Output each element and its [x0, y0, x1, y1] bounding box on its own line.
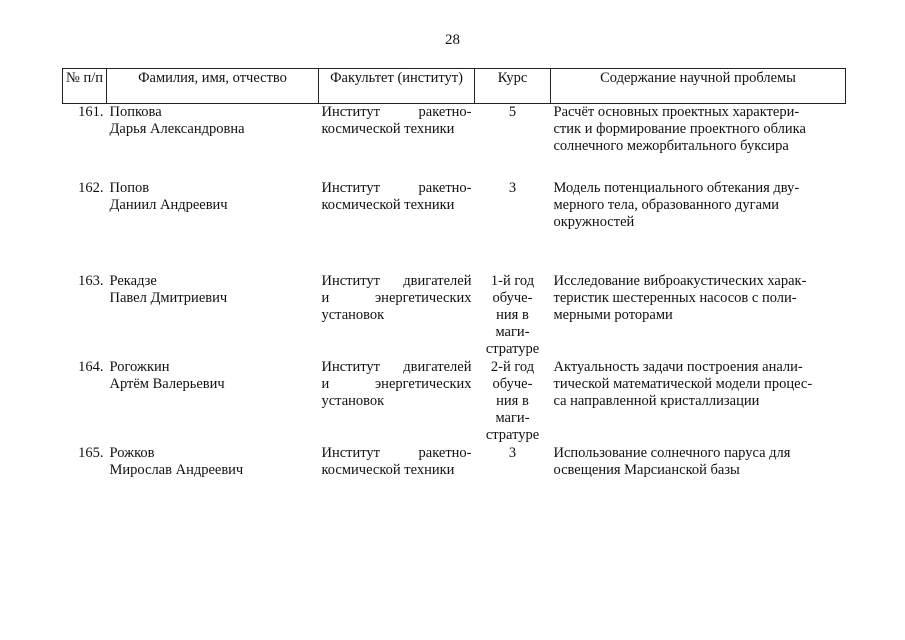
table-row — [63, 445, 846, 485]
header-name: Фамилия, имя, отчество — [107, 69, 319, 104]
student-name — [107, 104, 319, 181]
research-topic — [551, 180, 846, 273]
course-line: маги- — [495, 410, 530, 426]
topic-line: Расчёт основных проектных характери- — [553, 104, 800, 120]
course-line: стратуре — [485, 427, 540, 443]
course-line: обуче- — [492, 290, 533, 306]
surname: Рогожкин — [109, 359, 170, 375]
course-line: 2-й год — [490, 359, 535, 375]
topic-line: мерными роторами — [553, 307, 673, 323]
student-name — [107, 273, 319, 359]
course — [475, 273, 551, 359]
surname: Попкова — [109, 104, 162, 120]
table-row — [63, 104, 846, 181]
faculty — [319, 273, 475, 359]
topic-line: са направленной кристаллизации — [553, 393, 760, 409]
row-number: 162. — [78, 180, 104, 196]
students-table — [62, 68, 846, 485]
course — [475, 359, 551, 445]
course-line: 3 — [508, 445, 517, 461]
given-names: Даниил Андреевич — [109, 197, 228, 213]
header-course: Курс — [475, 69, 551, 104]
topic-line: мерного тела, образованного дугами — [553, 197, 780, 213]
topic-line: Актуальность задачи построения анали- — [553, 359, 803, 375]
page-number: 28 — [445, 32, 460, 48]
header-num: № п/п — [63, 69, 107, 104]
course — [475, 104, 551, 181]
table-row — [63, 359, 846, 445]
faculty-line: космической техники — [321, 121, 455, 137]
given-names: Мирослав Андреевич — [109, 462, 244, 478]
course — [475, 180, 551, 273]
faculty — [319, 180, 475, 273]
faculty — [319, 359, 475, 445]
topic-line: солнечного межорбитального буксира — [553, 138, 789, 154]
research-topic — [551, 445, 846, 485]
faculty-line: и энергетических — [321, 376, 472, 392]
table-row — [63, 180, 846, 273]
course-line: стратуре — [485, 341, 540, 357]
row-number: 164. — [78, 359, 104, 375]
row-number: 161. — [78, 104, 104, 120]
course-line: ния в — [496, 393, 529, 409]
faculty — [319, 104, 475, 181]
table-header-row — [63, 69, 846, 104]
course-line: маги- — [495, 324, 530, 340]
course-line: ния в — [496, 307, 529, 323]
row-number: 165. — [78, 445, 104, 461]
faculty-line: установок — [321, 393, 385, 409]
student-name — [107, 180, 319, 273]
faculty-line: Институт ракетно- — [321, 104, 472, 120]
surname: Рекадзе — [109, 273, 157, 289]
student-name — [107, 359, 319, 445]
given-names: Павел Дмитриевич — [109, 290, 228, 306]
faculty-line: и энергетических — [321, 290, 472, 306]
given-names: Артём Валерьевич — [109, 376, 225, 392]
faculty-line: космической техники — [321, 462, 455, 478]
course-line: обуче- — [492, 376, 533, 392]
topic-line: Использование солнечного паруса для — [553, 445, 791, 461]
research-topic — [551, 359, 846, 445]
course-line: 1-й год — [490, 273, 535, 289]
topic-line: стик и формирование проектного облика — [553, 121, 806, 137]
topic-line: теристик шестеренных насосов с поли- — [553, 290, 797, 306]
topic-line: окружностей — [553, 214, 635, 230]
table-row — [63, 273, 846, 359]
topic-line: Исследование виброакустических харак- — [553, 273, 807, 289]
faculty — [319, 445, 475, 485]
research-topic — [551, 273, 846, 359]
research-topic — [551, 104, 846, 181]
topic-line: освещения Марсианской базы — [553, 462, 740, 478]
surname: Рожков — [109, 445, 155, 461]
faculty-line: Институт ракетно- — [321, 180, 472, 196]
course — [475, 445, 551, 485]
student-name — [107, 445, 319, 485]
course-line: 3 — [508, 180, 517, 196]
faculty-line: Институт двигателей — [321, 359, 472, 375]
course-line: 5 — [508, 104, 517, 120]
faculty-line: Институт ракетно- — [321, 445, 472, 461]
topic-line: тической математической модели процес- — [553, 376, 813, 392]
faculty-line: космической техники — [321, 197, 455, 213]
faculty-line: установок — [321, 307, 385, 323]
header-faculty: Факультет (институт) — [319, 69, 475, 104]
header-topic: Содержание научной проблемы — [551, 69, 846, 104]
row-number: 163. — [78, 273, 104, 289]
surname: Попов — [109, 180, 150, 196]
given-names: Дарья Александровна — [109, 121, 245, 137]
faculty-line: Институт двигателей — [321, 273, 472, 289]
topic-line: Модель потенциального обтекания дву- — [553, 180, 800, 196]
